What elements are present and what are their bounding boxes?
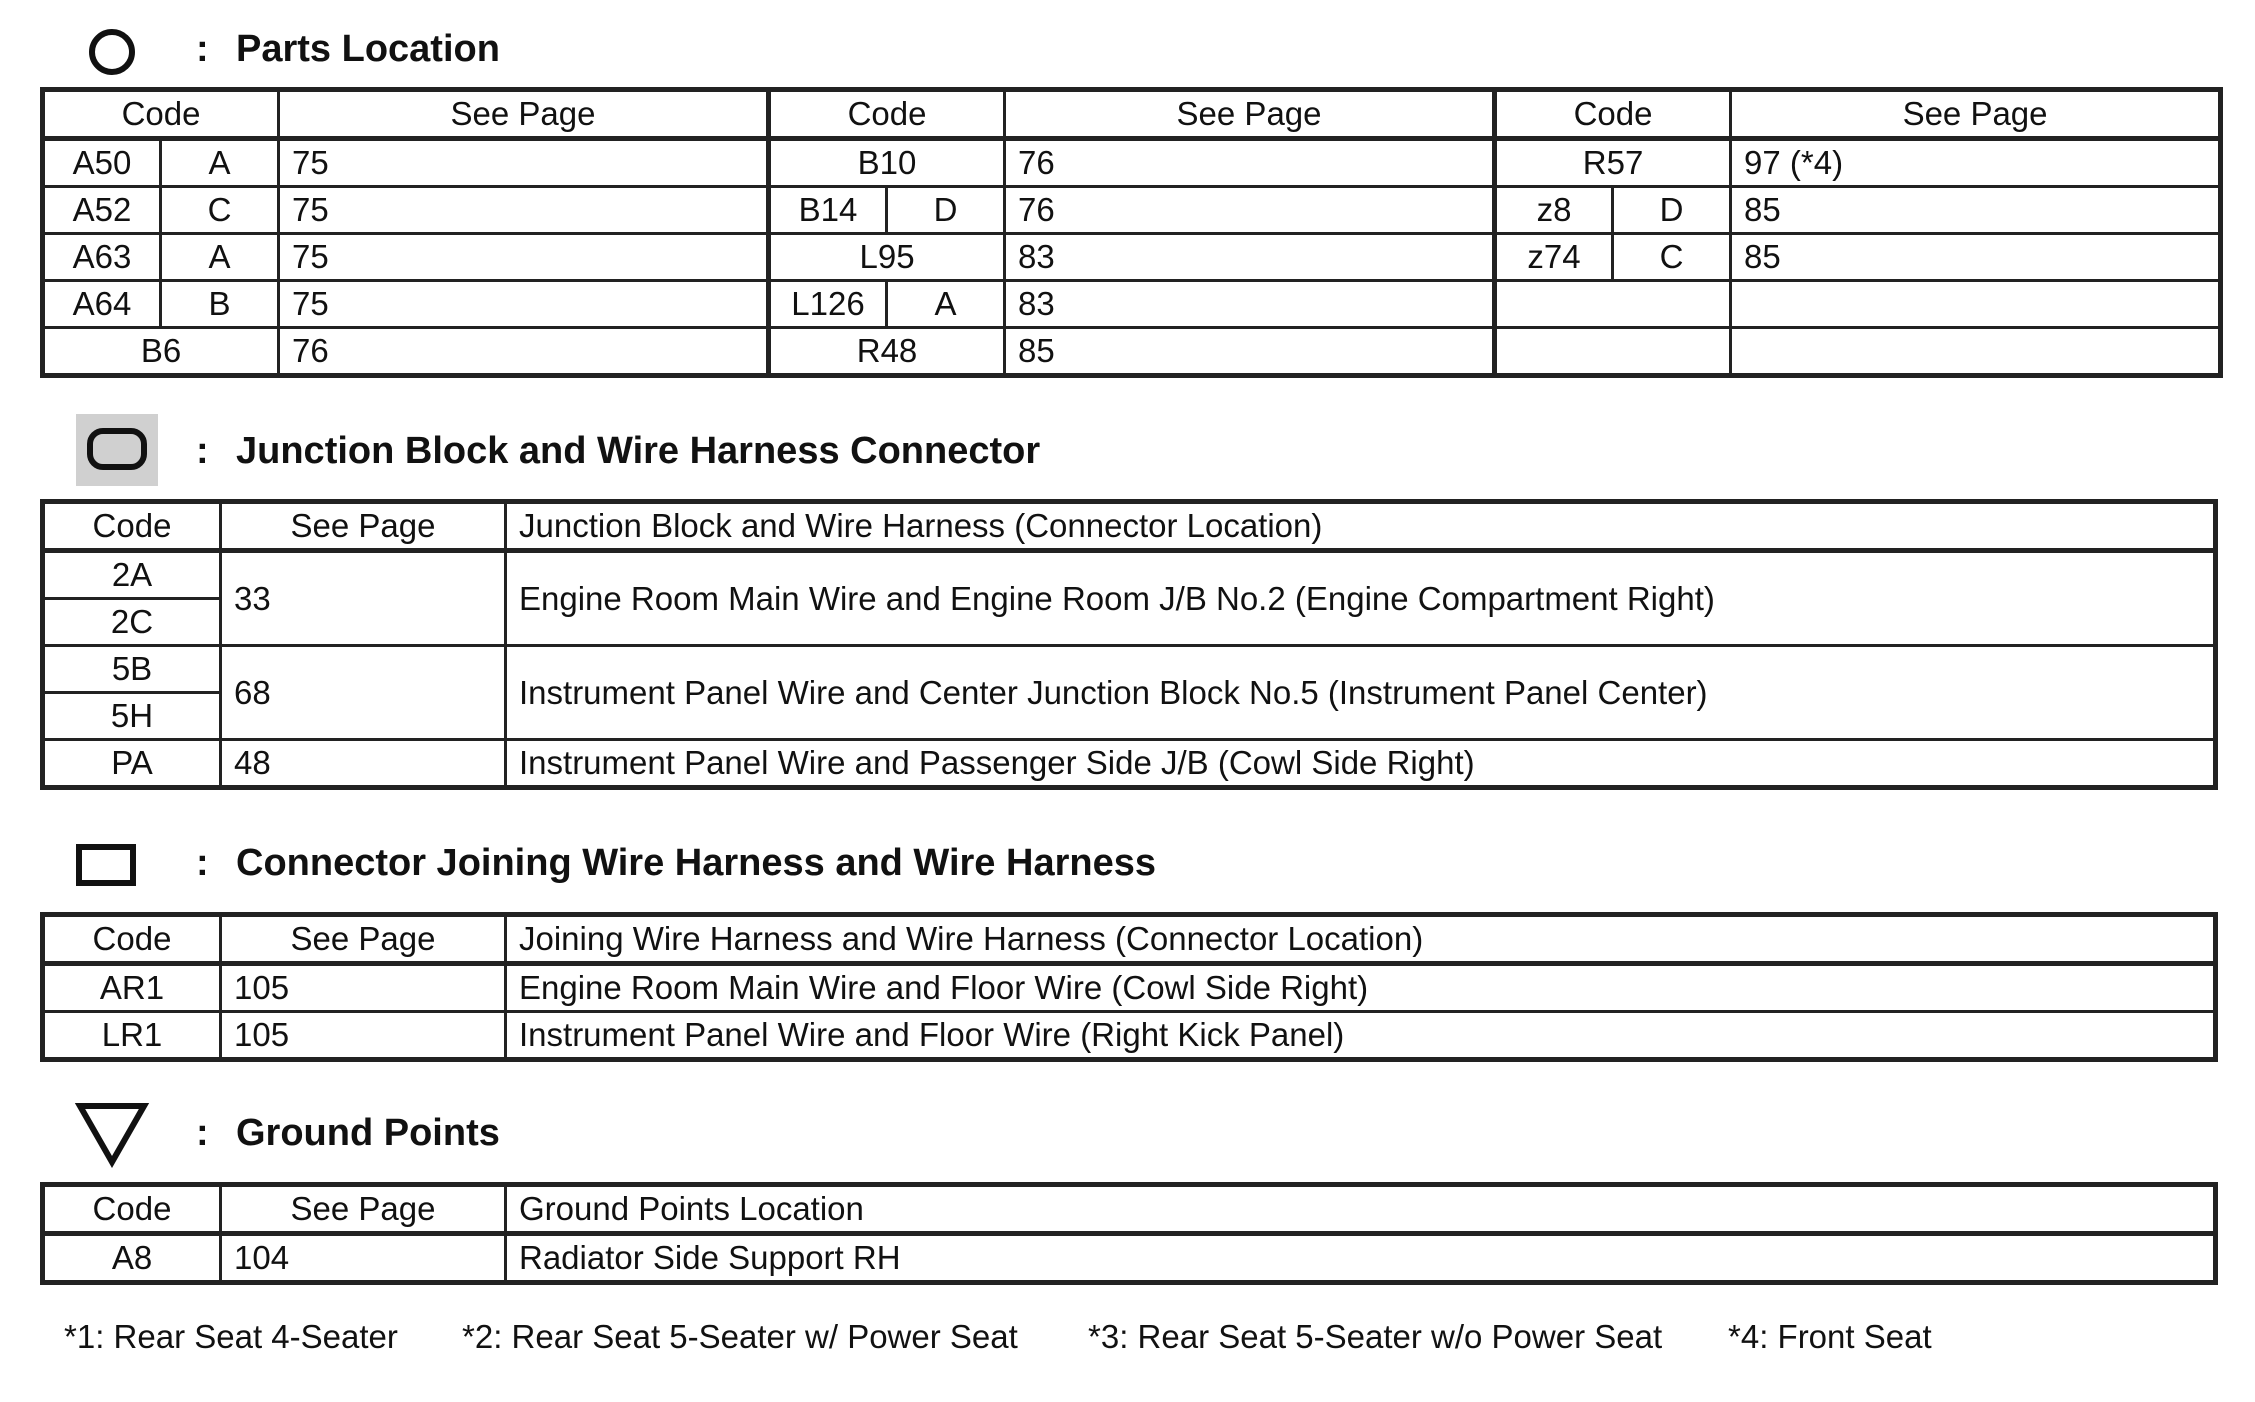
section-colon: : (196, 28, 209, 70)
code-header: Code (769, 90, 1005, 139)
part-code: A63 (43, 234, 161, 281)
jb-page: 68 (221, 646, 506, 740)
part-page (1731, 281, 2221, 328)
table-row (43, 1234, 2216, 1283)
joining-page: 105 (221, 1012, 506, 1060)
connector-rectangle-icon (76, 844, 136, 886)
part-code: A64 (43, 281, 161, 328)
footnote-2: *2: Rear Seat 5-Seater w/ Power Seat (462, 1318, 1018, 1355)
part-page: 76 (1005, 139, 1495, 187)
jb-code: 2C (43, 599, 221, 646)
jb-location: Engine Room Main Wire and Engine Room J/B No.2 (Engine Compartment Right) (506, 551, 2216, 646)
jb-code: 2A (43, 551, 221, 599)
table-header-row (43, 90, 2221, 139)
part-page: 85 (1005, 328, 1495, 376)
part-page: 75 (279, 234, 769, 281)
jb-location: Instrument Panel Wire and Center Junction Block No.5 (Instrument Panel Center) (506, 646, 2216, 740)
part-sub: A (887, 281, 1005, 328)
section-colon: : (196, 1112, 209, 1154)
part-sub: D (1613, 187, 1731, 234)
jb-code: 5B (43, 646, 221, 693)
part-code: B10 (769, 139, 1005, 187)
part-code: R48 (769, 328, 1005, 376)
joining-table (40, 912, 2218, 1062)
part-code: L126 (769, 281, 887, 328)
part-sub: C (1613, 234, 1731, 281)
ground-page: 104 (221, 1234, 506, 1283)
table-row (43, 328, 2221, 376)
table-header-row (43, 915, 2216, 964)
see-page-header: See Page (221, 1185, 506, 1234)
ground-code: A8 (43, 1234, 221, 1283)
junction-block-title: Junction Block and Wire Harness Connector (236, 430, 1041, 472)
table-header-row (43, 502, 2216, 551)
part-page: 85 (1731, 234, 2221, 281)
table-row (43, 551, 2216, 599)
parts-location-table (40, 87, 2223, 378)
part-sub: A (161, 234, 279, 281)
part-code: R57 (1495, 139, 1731, 187)
part-page: 97 (*4) (1731, 139, 2221, 187)
joining-title: Connector Joining Wire Harness and Wire Harness (236, 842, 1156, 884)
ground-location: Radiator Side Support RH (506, 1234, 2216, 1283)
part-code: A50 (43, 139, 161, 187)
jb-page: 33 (221, 551, 506, 646)
part-page (1731, 328, 2221, 376)
joining-page: 105 (221, 964, 506, 1012)
junction-block-table (40, 499, 2218, 790)
jb-page: 48 (221, 740, 506, 788)
table-row (43, 1012, 2216, 1060)
part-page: 75 (279, 139, 769, 187)
jb-code: PA (43, 740, 221, 788)
junction-block-icon (76, 414, 158, 486)
part-code: z74 (1495, 234, 1613, 281)
part-code (1495, 281, 1731, 328)
section-colon: : (196, 842, 209, 884)
part-page: 85 (1731, 187, 2221, 234)
ground-triangle-icon (74, 1100, 150, 1168)
table-row (43, 139, 2221, 187)
part-code: z8 (1495, 187, 1613, 234)
part-code: B6 (43, 328, 279, 376)
part-code: B14 (769, 187, 887, 234)
footnote-1: *1: Rear Seat 4-Seater (64, 1318, 398, 1355)
joining-location: Instrument Panel Wire and Floor Wire (Right Kick Panel) (506, 1012, 2216, 1060)
table-row (43, 187, 2221, 234)
part-code: A52 (43, 187, 161, 234)
location-header: Joining Wire Harness and Wire Harness (Connector Location) (506, 915, 2216, 964)
part-page: 76 (279, 328, 769, 376)
table-row (43, 964, 2216, 1012)
table-header-row (43, 1185, 2216, 1234)
part-code (1495, 328, 1731, 376)
part-code: L95 (769, 234, 1005, 281)
table-row (43, 234, 2221, 281)
see-page-header: See Page (221, 502, 506, 551)
joining-code: LR1 (43, 1012, 221, 1060)
footnote-3: *3: Rear Seat 5-Seater w/o Power Seat (1088, 1318, 1663, 1355)
location-header: Ground Points Location (506, 1185, 2216, 1234)
part-page: 75 (279, 187, 769, 234)
see-page-header: See Page (1005, 90, 1495, 139)
part-sub: A (161, 139, 279, 187)
code-header: Code (43, 502, 221, 551)
part-sub: C (161, 187, 279, 234)
circle-icon (86, 26, 138, 78)
joining-location: Engine Room Main Wire and Floor Wire (Cowl Side Right) (506, 964, 2216, 1012)
location-header: Junction Block and Wire Harness (Connector Location) (506, 502, 2216, 551)
code-header: Code (1495, 90, 1731, 139)
code-header: Code (43, 915, 221, 964)
table-row (43, 281, 2221, 328)
parts-location-title: Parts Location (236, 28, 500, 70)
footnote-4: *4: Front Seat (1728, 1318, 1932, 1355)
table-row (43, 646, 2216, 693)
joining-code: AR1 (43, 964, 221, 1012)
section-colon: : (196, 430, 209, 472)
jb-code: 5H (43, 693, 221, 740)
see-page-header: See Page (279, 90, 769, 139)
ground-table (40, 1182, 2218, 1285)
part-page: 76 (1005, 187, 1495, 234)
part-page: 83 (1005, 234, 1495, 281)
table-row (43, 740, 2216, 788)
part-page: 75 (279, 281, 769, 328)
see-page-header: See Page (1731, 90, 2221, 139)
jb-location: Instrument Panel Wire and Passenger Side J/B (Cowl Side Right) (506, 740, 2216, 788)
see-page-header: See Page (221, 915, 506, 964)
part-sub: B (161, 281, 279, 328)
part-page: 83 (1005, 281, 1495, 328)
code-header: Code (43, 90, 279, 139)
ground-title: Ground Points (236, 1112, 500, 1154)
part-sub: D (887, 187, 1005, 234)
code-header: Code (43, 1185, 221, 1234)
